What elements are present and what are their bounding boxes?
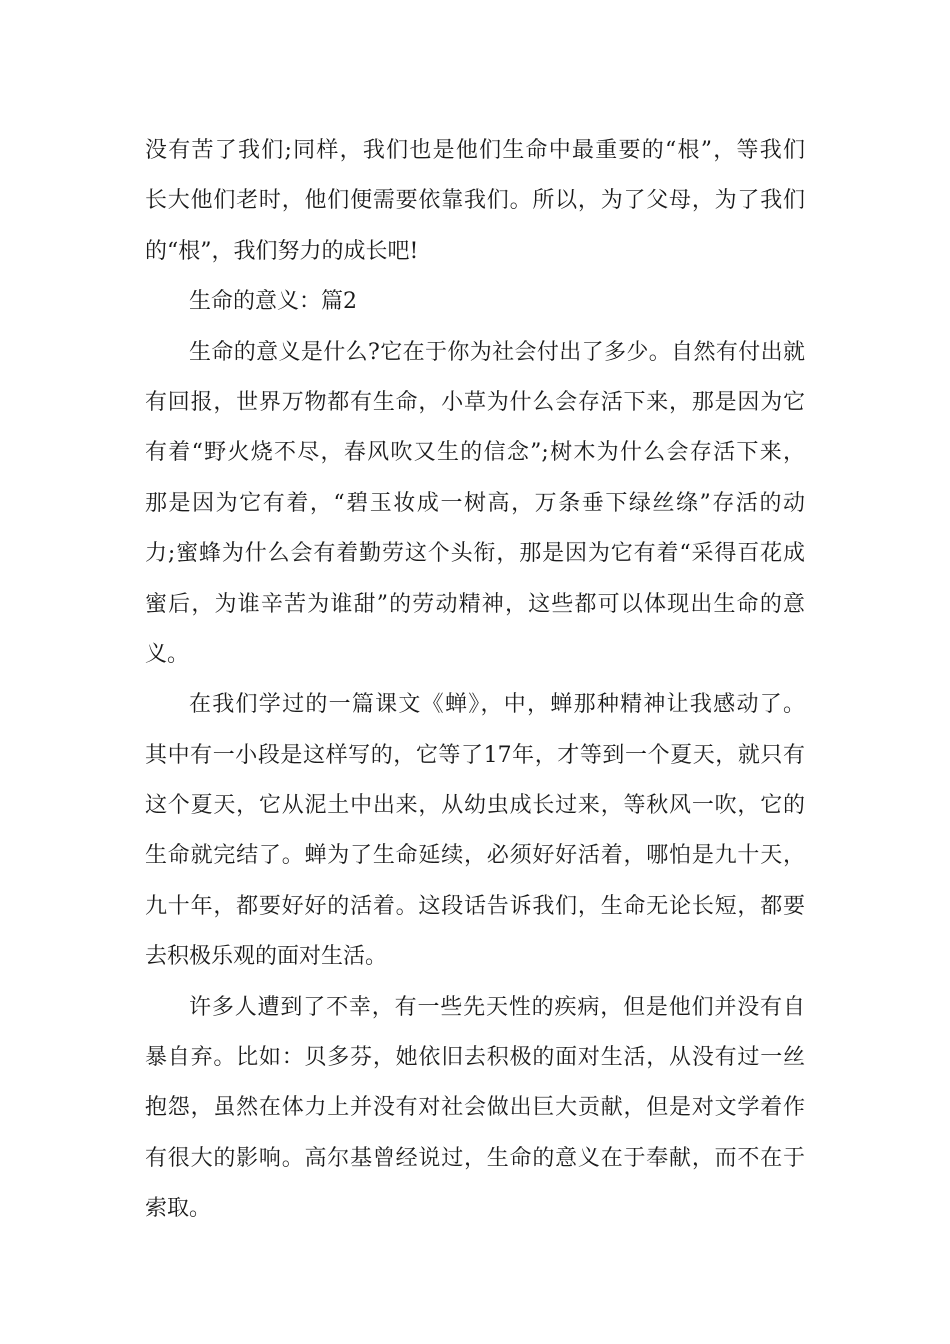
paragraph-misfortune bbox=[145, 983, 805, 1235]
paragraph-intro-continuation bbox=[145, 126, 805, 277]
text-line: 生命就完结了。蝉为了生命延续，必须好好活着，哪怕是九十天， bbox=[145, 843, 805, 869]
text-line: 抱怨，虽然在体力上并没有对社会做出巨大贡献，但是对文学着作 bbox=[145, 1095, 805, 1121]
document-body bbox=[145, 126, 805, 1235]
section-heading-text: 生命的意义：篇2 bbox=[189, 289, 357, 315]
text-line: 这个夏天，它从泥土中出来，从幼虫成长过来，等秋风一吹，它的 bbox=[145, 793, 805, 819]
text-line: 有回报，世界万物都有生命，小草为什么会存活下来，那是因为它 bbox=[145, 389, 805, 415]
text-line: 蜜后，为谁辛苦为谁甜”的劳动精神，这些都可以体现出生命的意 bbox=[145, 591, 805, 617]
text-line: 力;蜜蜂为什么会有着勤劳这个头衔，那是因为它有着“采得百花成 bbox=[145, 541, 805, 567]
text-line: 有很大的影响。高尔基曾经说过，生命的意义在于奉献，而不在于 bbox=[145, 1145, 805, 1171]
text-line: 其中有一小段是这样写的，它等了17年，才等到一个夏天，就只有 bbox=[145, 742, 805, 768]
text-line: 在我们学过的一篇课文《蝉》，中，蝉那种精神让我感动了。 bbox=[189, 692, 805, 718]
text-line: 有着“野火烧不尽，春风吹又生的信念”;树木为什么会存活下来， bbox=[145, 440, 805, 466]
text-line: 九十年，都要好好的活着。这段话告诉我们，生命无论长短，都要 bbox=[145, 893, 805, 919]
paragraph-cicada bbox=[145, 680, 805, 982]
text-line: 义。 bbox=[145, 641, 190, 667]
section-heading bbox=[145, 277, 805, 327]
text-line: 许多人遭到了不幸，有一些先天性的疾病，但是他们并没有自 bbox=[189, 994, 805, 1020]
text-line: 生命的意义是什么?它在于你为社会付出了多少。自然有付出就 bbox=[189, 339, 805, 365]
text-line: 长大他们老时，他们便需要依靠我们。所以，为了父母，为了我们 bbox=[145, 188, 805, 214]
text-line: 索取。 bbox=[145, 1196, 212, 1222]
text-line: 那是因为它有着，“碧玉妆成一树高，万条垂下绿丝绦”存活的动 bbox=[145, 490, 805, 516]
text-line: 的“根”，我们努力的成长吧! bbox=[145, 238, 419, 264]
text-line: 暴自弃。比如：贝多芬，她依旧去积极的面对生活，从没有过一丝 bbox=[145, 1045, 805, 1071]
text-line: 去积极乐观的面对生活。 bbox=[145, 944, 388, 970]
paragraph-meaning bbox=[145, 328, 805, 681]
text-line: 没有苦了我们;同样，我们也是他们生命中最重要的“根”，等我们 bbox=[145, 138, 805, 163]
